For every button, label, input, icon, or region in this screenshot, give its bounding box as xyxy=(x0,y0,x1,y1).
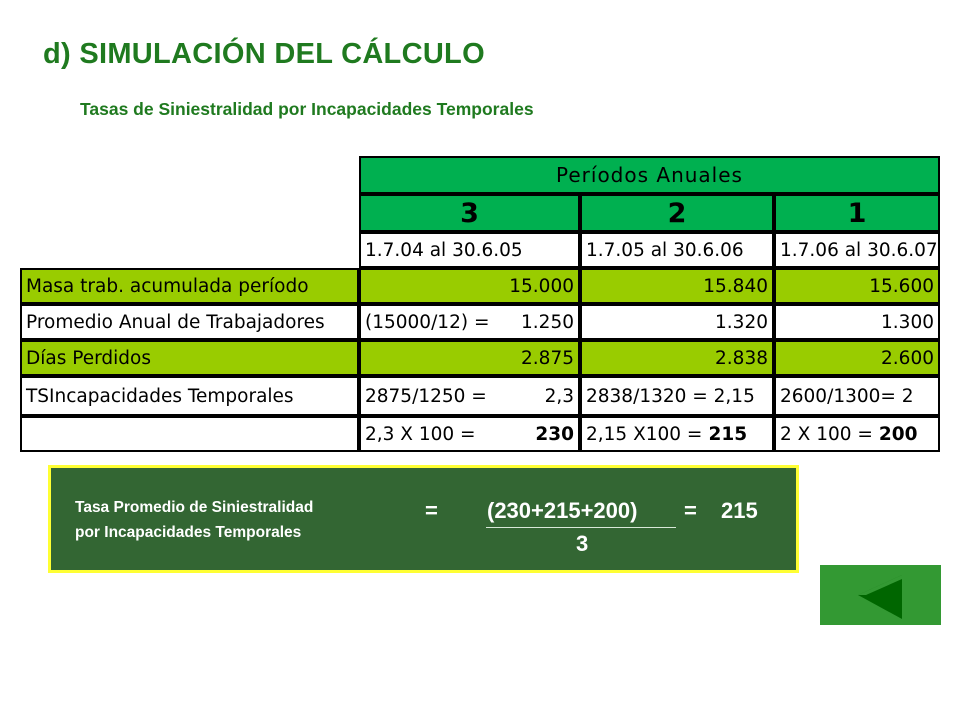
table-cell xyxy=(774,416,940,452)
cell-formula: 2838/1320 = 2,15 xyxy=(586,385,755,407)
period-number-label: 1 xyxy=(847,197,867,229)
row-label: Masa trab. acumulada período xyxy=(26,275,309,297)
table-cell xyxy=(580,416,774,452)
periods-header-label: Períodos Anuales xyxy=(556,163,743,187)
summary-equals: = xyxy=(425,498,438,523)
period-range-label: 1.7.05 al 30.6.06 xyxy=(586,239,744,261)
period-number-label: 2 xyxy=(667,197,687,229)
cell-result: 215 xyxy=(708,423,748,445)
table-cell xyxy=(580,340,774,376)
row-label-empty xyxy=(20,416,359,452)
cell-formula: 2,15 X100 = xyxy=(586,423,703,445)
table-cell xyxy=(359,376,580,416)
periods-header xyxy=(359,156,940,194)
period-range-3 xyxy=(359,232,580,268)
row-label: TSIncapacidades Temporales xyxy=(26,385,294,407)
summary-equals-2: = xyxy=(684,498,697,523)
period-number-2 xyxy=(580,194,774,232)
period-range-label: 1.7.06 al 30.6.07 xyxy=(780,239,938,261)
period-range-label: 1.7.04 al 30.6.05 xyxy=(365,239,523,261)
table-cell xyxy=(580,268,774,304)
period-number-1 xyxy=(774,194,940,232)
row-label-masa xyxy=(20,268,359,304)
cell-value: 1.320 xyxy=(715,311,768,333)
cell-value: 1.300 xyxy=(881,311,934,333)
row-label: Promedio Anual de Trabajadores xyxy=(26,311,325,333)
row-label-dias xyxy=(20,340,359,376)
table-cell xyxy=(359,340,580,376)
cell-value: 15.840 xyxy=(703,275,768,297)
summary-numerator: (230+215+200) xyxy=(487,498,638,523)
row-label-ts xyxy=(20,376,359,416)
triangle-left-icon xyxy=(820,565,941,625)
cell-value: 2.838 xyxy=(715,347,768,369)
table-cell xyxy=(774,376,940,416)
cell-formula: 2 X 100 = xyxy=(780,423,873,445)
page-title: d) SIMULACIÓN DEL CÁLCULO xyxy=(43,38,485,70)
period-number-label: 3 xyxy=(460,197,479,229)
summary-result: 215 xyxy=(721,498,758,523)
table-cell xyxy=(359,304,580,340)
cell-value: 15.600 xyxy=(869,275,934,297)
summary-label-line1: Tasa Promedio de Siniestralidad xyxy=(75,499,314,516)
row-label-promedio xyxy=(20,304,359,340)
cell-result: 230 xyxy=(535,423,574,445)
cell-value: 2.600 xyxy=(881,347,934,369)
period-range-2 xyxy=(580,232,774,268)
cell-value: 2.875 xyxy=(521,347,574,369)
table-cell xyxy=(359,268,580,304)
row-label: Días Perdidos xyxy=(26,347,151,369)
back-button[interactable] xyxy=(820,565,941,625)
summary-label-line2: por Incapacidades Temporales xyxy=(75,524,302,541)
summary-denominator: 3 xyxy=(576,531,589,556)
period-number-3 xyxy=(359,194,580,232)
table-cell xyxy=(774,268,940,304)
page-subtitle: Tasas de Siniestralidad por Incapacidades Temporales xyxy=(80,99,534,119)
cell-formula: (15000/12) = xyxy=(365,311,490,333)
cell-value: 15.000 xyxy=(509,275,574,297)
table-cell xyxy=(580,376,774,416)
cell-value: 2,3 xyxy=(544,385,574,407)
table-cell xyxy=(774,304,940,340)
cell-formula: 2600/1300= 2 xyxy=(780,385,914,407)
fraction-line xyxy=(486,527,676,528)
table-cell xyxy=(359,416,580,452)
cell-result: 200 xyxy=(878,423,918,445)
table-cell xyxy=(580,304,774,340)
cell-formula: 2,3 X 100 = xyxy=(365,423,476,445)
table-cell xyxy=(774,340,940,376)
cell-formula: 2875/1250 = xyxy=(365,385,487,407)
cell-value: 1.250 xyxy=(521,311,574,333)
period-range-1 xyxy=(774,232,940,268)
